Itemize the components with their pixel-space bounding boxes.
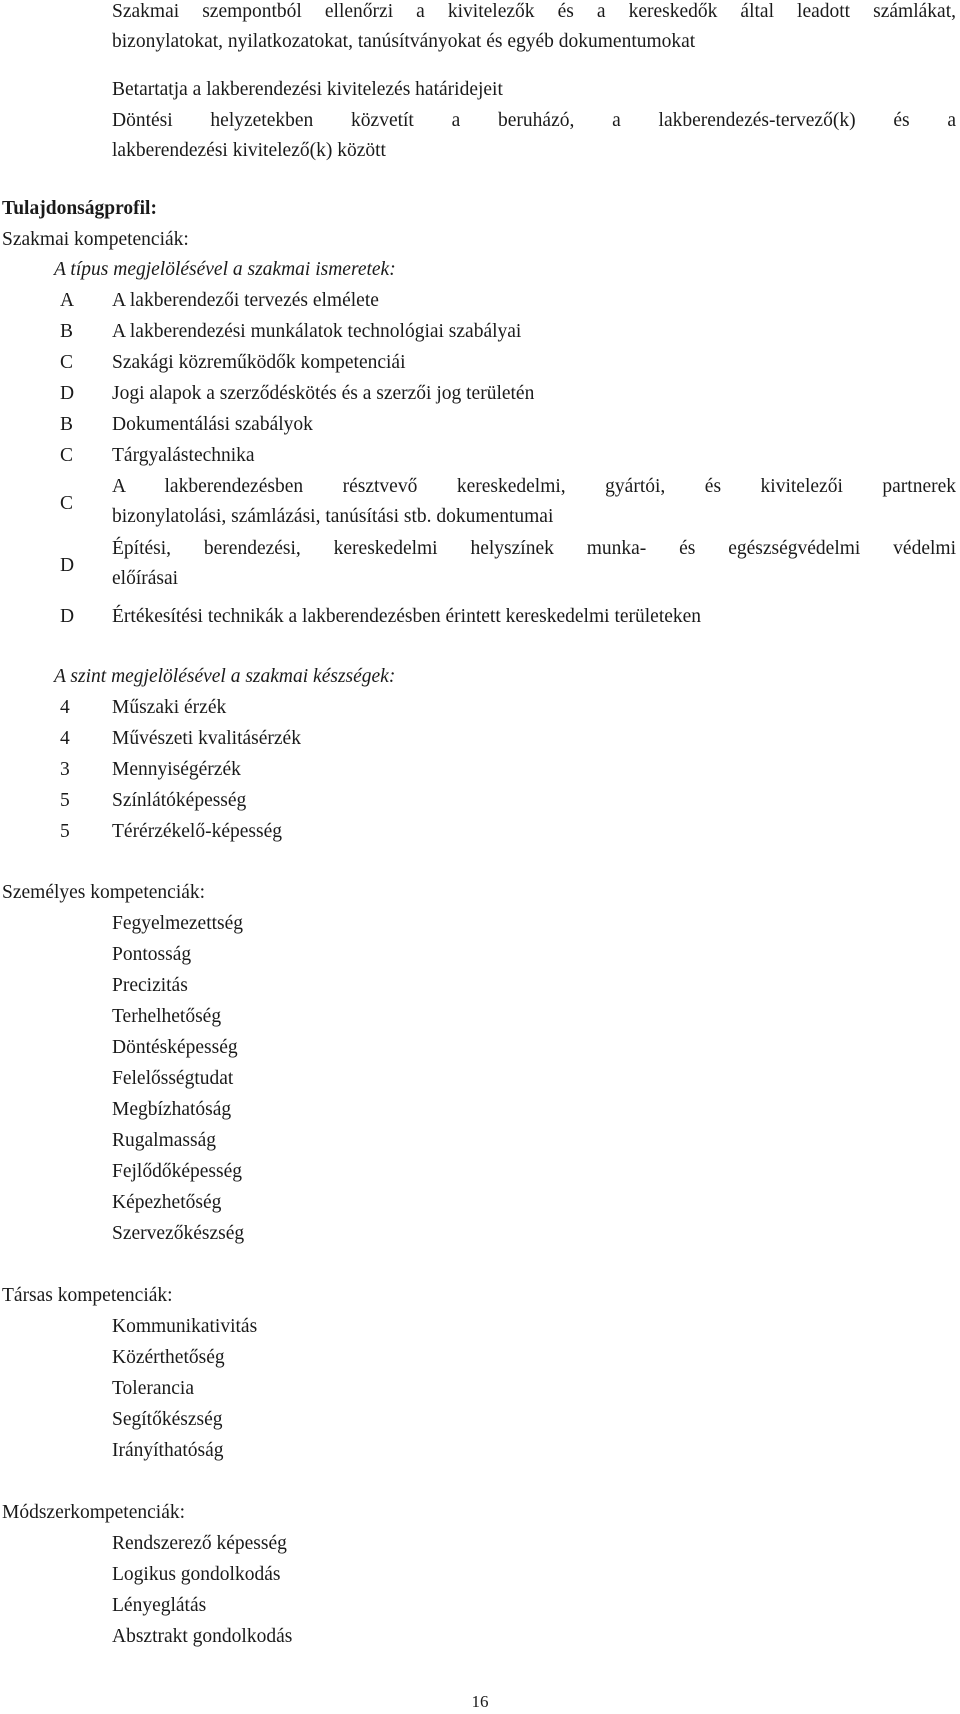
- knowledge-item: Építési, berendezési, kereskedelmi helyszínek munka- és egészségvédelmi védelmi: [112, 538, 956, 559]
- skill-level: 5: [60, 790, 70, 811]
- method-item: Rendszerező képesség: [112, 1533, 287, 1554]
- knowledge-item: Tárgyalástechnika: [112, 445, 255, 466]
- personal-heading: Személyes kompetenciák:: [2, 882, 206, 903]
- knowledge-item: Szakági közreműködők kompetenciái: [112, 352, 406, 373]
- knowledge-item: Dokumentálási szabályok: [112, 414, 313, 435]
- social-item: Segítőkészség: [112, 1409, 223, 1430]
- knowledge-item-cont: előírásai: [112, 568, 179, 589]
- knowledge-type: C: [60, 352, 74, 373]
- personal-item: Megbízhatóság: [112, 1099, 232, 1120]
- skill-item: Térérzékelő-képesség: [112, 821, 282, 842]
- knowledge-heading: A típus megjelölésével a szakmai ismeretek:: [54, 259, 396, 280]
- knowledge-item: A lakberendezési munkálatok technológiai szabályai: [112, 321, 522, 342]
- intro-line-2: bizonylatokat, nyilatkozatokat, tanúsítványokat és egyéb dokumentumokat: [112, 31, 696, 52]
- personal-item: Terhelhetőség: [112, 1006, 222, 1027]
- knowledge-type: B: [60, 321, 74, 342]
- knowledge-item: Értékesítési technikák a lakberendezésben érintett kereskedelmi területeken: [112, 606, 702, 627]
- social-item: Kommunikativitás: [112, 1316, 258, 1337]
- knowledge-item: Jogi alapok a szerződéskötés és a szerzői jog területén: [112, 383, 535, 404]
- knowledge-type: C: [60, 493, 74, 514]
- personal-item: Fegyelmezettség: [112, 913, 244, 934]
- personal-item: Precizitás: [112, 975, 188, 996]
- knowledge-type: D: [60, 606, 75, 627]
- personal-item: Döntésképesség: [112, 1037, 238, 1058]
- page-number: 16: [471, 1692, 489, 1711]
- skill-level: 5: [60, 821, 70, 842]
- professional-heading: Szakmai kompetenciák:: [2, 229, 189, 250]
- social-item: Tolerancia: [112, 1378, 194, 1399]
- intro-line-4: Döntési helyzetekben közvetít a beruházó, a lakberendezés-tervező(k) és a: [112, 110, 956, 131]
- skill-item: Színlátóképesség: [112, 790, 247, 811]
- knowledge-type: A: [60, 290, 75, 311]
- profile-title: Tulajdonságprofil:: [2, 198, 157, 219]
- personal-item: Képezhetőség: [112, 1192, 222, 1213]
- knowledge-type: D: [60, 555, 75, 576]
- method-item: Lényeglátás: [112, 1595, 207, 1616]
- personal-item: Pontosság: [112, 944, 192, 965]
- skill-item: Művészeti kvalitásérzék: [112, 728, 301, 749]
- skill-level: 4: [60, 697, 70, 718]
- personal-item: Szervezőkészség: [112, 1223, 245, 1244]
- intro-line-5: lakberendezési kivitelező(k) között: [112, 140, 386, 161]
- skill-level: 3: [60, 759, 70, 780]
- social-item: Irányíthatóság: [112, 1440, 224, 1461]
- social-item: Közérthetőség: [112, 1347, 225, 1368]
- skill-item: Műszaki érzék: [112, 697, 227, 718]
- knowledge-type: D: [60, 383, 75, 404]
- personal-item: Felelősségtudat: [112, 1068, 234, 1089]
- knowledge-type: B: [60, 414, 74, 435]
- social-heading: Társas kompetenciák:: [2, 1285, 173, 1306]
- method-heading: Módszerkompetenciák:: [2, 1502, 186, 1523]
- skill-item: Mennyiségérzék: [112, 759, 241, 780]
- personal-item: Rugalmasság: [112, 1130, 216, 1151]
- intro-line-3: Betartatja a lakberendezési kivitelezés határidejeit: [112, 79, 503, 100]
- skill-level: 4: [60, 728, 70, 749]
- knowledge-item: A lakberendezői tervezés elmélete: [112, 290, 379, 311]
- method-item: Logikus gondolkodás: [112, 1564, 281, 1585]
- knowledge-item: A lakberendezésben résztvevő kereskedelmi, gyártói, és kivitelezői partnerek: [112, 476, 956, 497]
- knowledge-type: C: [60, 445, 74, 466]
- personal-item: Fejlődőképesség: [112, 1161, 242, 1182]
- knowledge-item-cont: bizonylatolási, számlázási, tanúsítási stb. dokumentumai: [112, 506, 554, 527]
- skills-heading: A szint megjelölésével a szakmai készségek:: [54, 666, 396, 687]
- method-item: Absztrakt gondolkodás: [112, 1626, 293, 1647]
- intro-line-1: Szakmai szempontból ellenőrzi a kivitelezők és a kereskedők által leadott számlákat,: [112, 1, 956, 22]
